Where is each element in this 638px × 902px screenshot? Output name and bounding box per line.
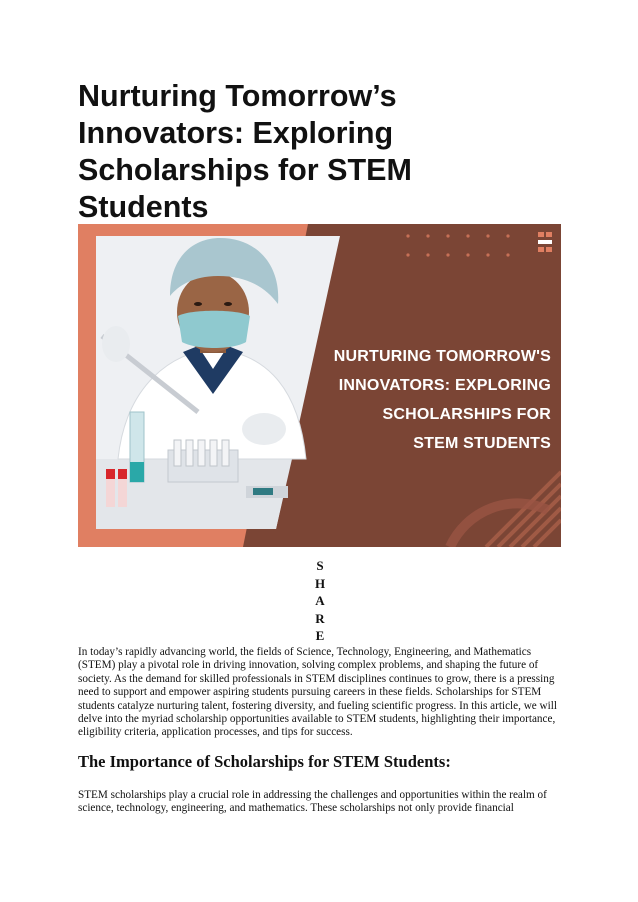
share-letter: S bbox=[316, 558, 324, 573]
share-label[interactable] bbox=[313, 557, 327, 645]
share-letter: A bbox=[315, 593, 325, 608]
hero-image bbox=[78, 224, 561, 547]
hero-line: INNOVATORS: EXPLORING bbox=[338, 377, 551, 394]
share-letter: E bbox=[315, 628, 325, 643]
hero-heading bbox=[251, 342, 551, 458]
hero-line: SCHOLARSHIPS FOR bbox=[382, 406, 551, 423]
intro-paragraph: In today’s rapidly advancing world, the fields of Science, Technology, Engineering, and Mathematics (STEM) play a pivotal role in driving innovation, solving complex problems, and shaping the future of society. As the demand for skilled professionals in STEM disciplines continues to grow, there is a pressing need to support and empower aspiring students pursuing careers in these fields. Scholarships for STEM students catalyze nurturing talent, fostering diversity, and fueling scientific progress. In this article, we will delve into the myriad scholarship opportunities available to STEM students, highlighting their importance, eligibility criteria, application processes, and tips for success. bbox=[78, 646, 557, 739]
hero-line: STEM STUDENTS bbox=[413, 435, 551, 452]
article-title: Nurturing Tomorrow’s Innovators: Exploring Scholarships for STEM Students bbox=[78, 79, 412, 224]
face-mask bbox=[178, 311, 250, 348]
brand-logo-icon bbox=[538, 232, 552, 252]
share-letter: R bbox=[315, 610, 325, 626]
share-letter: H bbox=[314, 575, 326, 591]
section-paragraph: STEM scholarships play a crucial role in addressing the challenges and opportunities within the realm of science, technology, engineering, and mathematics. These scholarships not only provide financial bbox=[78, 789, 547, 815]
section-heading: The Importance of Scholarships for STEM Students: bbox=[78, 752, 451, 771]
hero-line: NURTURING TOMORROW'S bbox=[333, 348, 551, 365]
